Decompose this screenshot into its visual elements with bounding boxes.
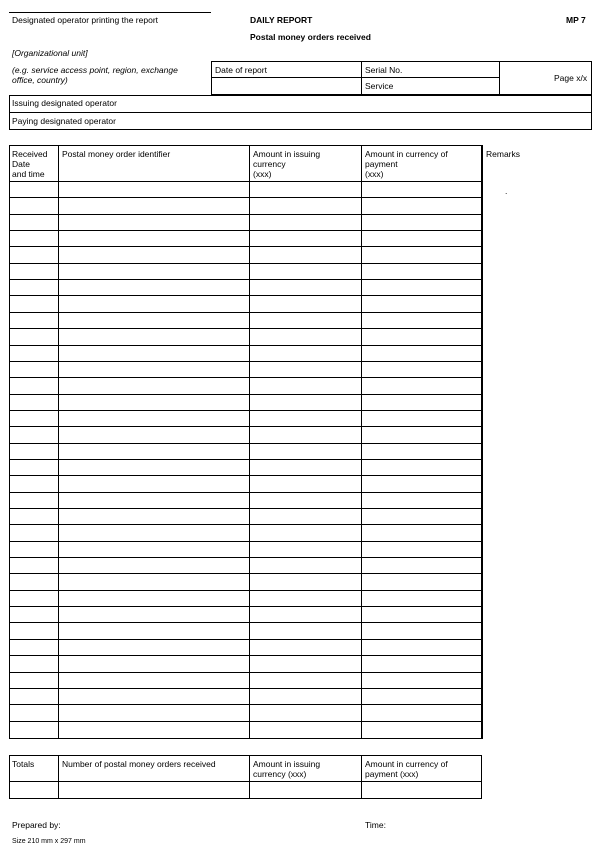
totals-label: Totals: [12, 759, 35, 769]
table-row-line: [9, 377, 481, 378]
table-row-line: [9, 524, 481, 525]
totals-amount-issuing-field[interactable]: [250, 782, 360, 798]
time-label: Time:: [365, 820, 386, 830]
col-header-identifier: Postal money order identifier: [62, 149, 171, 159]
table-row-line: [9, 590, 481, 591]
totals-amount-issuing-label: Amount in issuing currency (xxx): [253, 759, 321, 779]
table-row-line: [9, 328, 481, 329]
table-row-line: [9, 557, 481, 558]
totals-amount-payment-field[interactable]: [362, 782, 481, 798]
date-of-report-label: Date of report: [215, 65, 267, 75]
table-row-line: [9, 197, 481, 198]
col-divider-4: [482, 145, 483, 739]
table-row-line: [9, 410, 481, 411]
table-row-line: [9, 295, 481, 296]
table-row-line: [9, 541, 481, 542]
col-divider-3: [361, 145, 362, 739]
table-row-line: [9, 655, 481, 656]
table-row-line: [9, 573, 481, 574]
col-header-amount-issuing-line1: Amount in issuing: [253, 149, 321, 159]
col-divider-1: [58, 145, 59, 739]
report-info-vline-2: [499, 61, 500, 95]
col-header-amount-issuing-line2: currency: [253, 159, 286, 169]
totals-count-field[interactable]: [59, 782, 248, 798]
table-row-line: [9, 263, 481, 264]
org-unit-example: (e.g. service access point, region, exchange office, country): [12, 65, 178, 85]
table-row-line: [9, 246, 481, 247]
col-header-amount-issuing-line3: (xxx): [253, 169, 272, 179]
table-row-line: [9, 426, 481, 427]
col-divider-2: [249, 145, 250, 739]
totals-amount-payment-label: Amount in currency of payment (xxx): [365, 759, 448, 779]
col-header-received-line3: and time: [12, 169, 45, 179]
table-row-line: [9, 459, 481, 460]
table-row-line: [9, 214, 481, 215]
col-header-remarks: Remarks: [486, 149, 521, 159]
report-info-vline-1: [361, 61, 362, 95]
table-row-line: [9, 622, 481, 623]
serial-no-label: Serial No.: [365, 65, 403, 75]
totals-count-label: Number of postal money orders received: [62, 759, 216, 769]
size-note: Size 210 mm x 297 mm: [12, 838, 86, 845]
table-row-line: [9, 181, 481, 182]
remarks-mark: .: [505, 186, 508, 196]
main-table-border: [9, 145, 482, 739]
date-of-report-field[interactable]: [212, 78, 360, 94]
page-label: Page x/x: [554, 73, 588, 83]
table-row-line: [9, 672, 481, 673]
printing-operator-label: Designated operator printing the report: [12, 15, 159, 25]
report-subtitle: Postal money orders received: [250, 32, 371, 42]
table-row-line: [9, 361, 481, 362]
table-row-line: [9, 394, 481, 395]
table-row-line: [9, 345, 481, 346]
table-row-line: [9, 279, 481, 280]
org-unit-label: [Organizational unit]: [12, 48, 88, 58]
issuing-operator-label: Issuing designated operator: [12, 98, 117, 108]
table-row-line: [9, 230, 481, 231]
service-label: Service: [365, 81, 394, 91]
col-header-received-line2: Date: [12, 159, 30, 169]
table-row-line: [9, 475, 481, 476]
table-row-line: [9, 721, 481, 722]
table-row-line: [9, 492, 481, 493]
prepared-by-label: Prepared by:: [12, 820, 61, 830]
table-row-line: [9, 704, 481, 705]
col-header-amount-payment-line1: Amount in currency of: [365, 149, 448, 159]
table-row-line: [9, 443, 481, 444]
table-row-line: [9, 312, 481, 313]
table-row-line: [9, 508, 481, 509]
col-header-received-line1: Received: [12, 149, 48, 159]
form-code: MP 7: [566, 15, 586, 25]
col-header-amount-payment-line2: payment: [365, 159, 398, 169]
report-title: DAILY REPORT: [250, 15, 313, 25]
paying-operator-label: Paying designated operator: [12, 116, 116, 126]
operators-divider: [9, 112, 592, 113]
table-row-line: [9, 639, 481, 640]
printing-operator-underline: [9, 12, 211, 13]
table-row-line: [9, 688, 481, 689]
table-row-line: [9, 606, 481, 607]
col-header-amount-payment-line3: (xxx): [365, 169, 384, 179]
